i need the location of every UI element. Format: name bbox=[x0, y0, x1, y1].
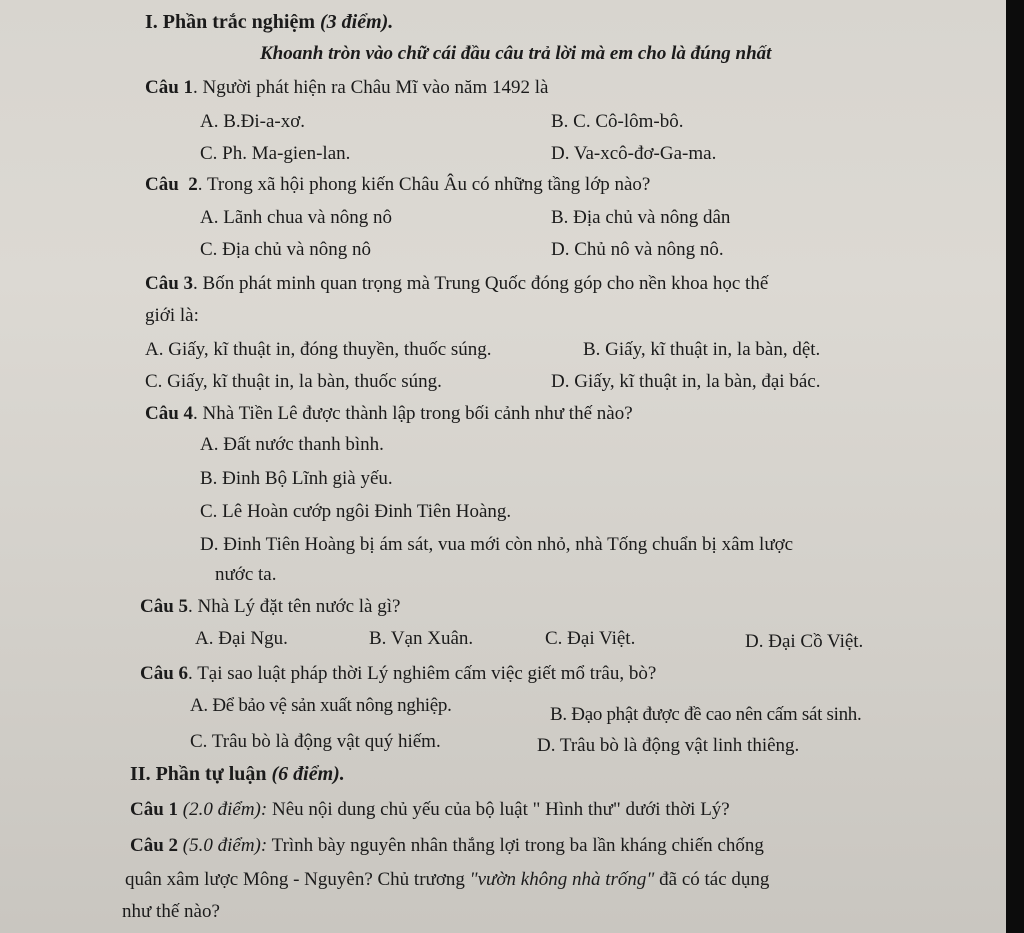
q4-option-c: C. Lê Hoàn cướp ngôi Đinh Tiên Hoàng. bbox=[200, 501, 512, 522]
q5-option-a: A. Đại Ngu. bbox=[195, 628, 288, 649]
q4-option-a: A. Đất nước thanh bình. bbox=[200, 434, 384, 455]
question-6-label: Câu 6 bbox=[140, 663, 189, 684]
question-5 bbox=[140, 595, 400, 619]
essay-2-points: (5.0 điểm): bbox=[182, 835, 268, 856]
essay-2-quote: "vườn không nhà trống" bbox=[469, 869, 655, 890]
essay-2-text-cont2: đã có tác dụng bbox=[659, 869, 770, 890]
section1-title: I. Phần trắc nghiệm bbox=[145, 11, 315, 33]
q1-option-d: D. Va-xcô-đơ-Ga-ma. bbox=[551, 143, 717, 164]
q1-option-c: C. Ph. Ma-gien-lan. bbox=[200, 143, 351, 164]
question-2 bbox=[145, 173, 650, 197]
question-6-text: . Tại sao luật pháp thời Lý nghiêm cấm việc giết mổ trâu, bò? bbox=[188, 663, 657, 684]
question-3-text-cont: giới là: bbox=[145, 305, 199, 326]
q6-option-c: C. Trâu bò là động vật quý hiếm. bbox=[190, 731, 441, 752]
essay-1-label: Câu 1 bbox=[130, 799, 179, 820]
essay-2-label: Câu 2 bbox=[130, 835, 179, 856]
essay-question-1 bbox=[130, 798, 730, 822]
section2-title: II. Phần tự luận bbox=[130, 763, 267, 785]
question-4-label: Câu 4 bbox=[145, 403, 194, 424]
q5-option-d: D. Đại Cồ Việt. bbox=[745, 631, 864, 652]
q1-option-b: B. C. Cô-lôm-bô. bbox=[551, 111, 684, 132]
question-5-text: . Nhà Lý đặt tên nước là gì? bbox=[188, 596, 401, 617]
q2-option-c: C. Địa chủ và nông nô bbox=[200, 239, 371, 260]
instruction: Khoanh tròn vào chữ cái đầu câu trả lời mà em cho là đúng nhất bbox=[260, 43, 772, 64]
essay-1-text: Nêu nội dung chủ yếu của bộ luật " Hình thư" dưới thời Lý? bbox=[271, 799, 730, 820]
question-4 bbox=[145, 402, 633, 426]
q3-option-d: D. Giấy, kĩ thuật in, la bàn, đại bác. bbox=[551, 371, 821, 392]
q2-option-b: B. Địa chủ và nông dân bbox=[551, 207, 731, 228]
q6-option-d: D. Trâu bò là động vật linh thiêng. bbox=[537, 735, 800, 756]
dark-edge bbox=[1006, 0, 1024, 933]
question-4-text: . Nhà Tiền Lê được thành lập trong bối cảnh như thế nào? bbox=[193, 403, 633, 424]
essay-2-text-cont: quân xâm lược Mông - Nguyên? Chủ trương bbox=[125, 869, 465, 890]
q4-option-b: B. Đinh Bộ Lĩnh già yếu. bbox=[200, 468, 393, 489]
q3-option-b: B. Giấy, kĩ thuật in, la bàn, dệt. bbox=[583, 339, 821, 360]
section1-heading bbox=[145, 10, 393, 34]
q6-option-a: A. Để bảo vệ sản xuất nông nghiệp. bbox=[190, 695, 452, 716]
essay-question-2-line2 bbox=[125, 868, 769, 892]
question-2-text: . Trong xã hội phong kiến Châu Âu có những tầng lớp nào? bbox=[197, 174, 651, 195]
question-3 bbox=[145, 272, 768, 296]
question-6 bbox=[140, 662, 656, 686]
q3-option-c: C. Giấy, kĩ thuật in, la bàn, thuốc súng. bbox=[145, 371, 442, 392]
question-5-label: Câu 5 bbox=[140, 596, 189, 617]
question-1-text: . Người phát hiện ra Châu Mĩ vào năm 1492 là bbox=[193, 77, 549, 98]
question-2-label: Câu 2 bbox=[145, 174, 198, 195]
q5-option-b: B. Vạn Xuân. bbox=[369, 628, 474, 649]
q4-option-d: D. Đinh Tiên Hoàng bị ám sát, vua mới còn nhỏ, nhà Tống chuẩn bị xâm lược bbox=[200, 534, 794, 555]
question-3-label: Câu 3 bbox=[145, 273, 194, 294]
q2-option-a: A. Lãnh chua và nông nô bbox=[200, 207, 393, 228]
section2-points: (6 điểm). bbox=[271, 763, 345, 785]
q4-option-d-cont: nước ta. bbox=[215, 564, 277, 585]
question-3-text: . Bốn phát minh quan trọng mà Trung Quốc đóng góp cho nền khoa học thế bbox=[193, 273, 769, 294]
q5-option-c: C. Đại Việt. bbox=[545, 628, 636, 649]
section1-points: (3 điểm). bbox=[320, 11, 394, 33]
essay-2-text: Trình bày nguyên nhân thắng lợi trong ba lần kháng chiến chống bbox=[271, 835, 764, 856]
essay-1-points: (2.0 điểm): bbox=[182, 799, 268, 820]
q1-option-a: A. B.Đi-a-xơ. bbox=[200, 111, 306, 132]
question-1 bbox=[145, 76, 548, 100]
q2-option-d: D. Chủ nô và nông nô. bbox=[551, 239, 724, 260]
essay-question-2-line3: như thế nào? bbox=[122, 901, 220, 922]
q3-option-a: A. Giấy, kĩ thuật in, đóng thuyền, thuốc súng. bbox=[145, 339, 492, 360]
q6-option-b: B. Đạo phật được đề cao nên cấm sát sinh. bbox=[550, 704, 862, 725]
question-1-label: Câu 1 bbox=[145, 77, 194, 98]
essay-question-2 bbox=[130, 834, 764, 858]
section2-heading bbox=[130, 762, 345, 786]
